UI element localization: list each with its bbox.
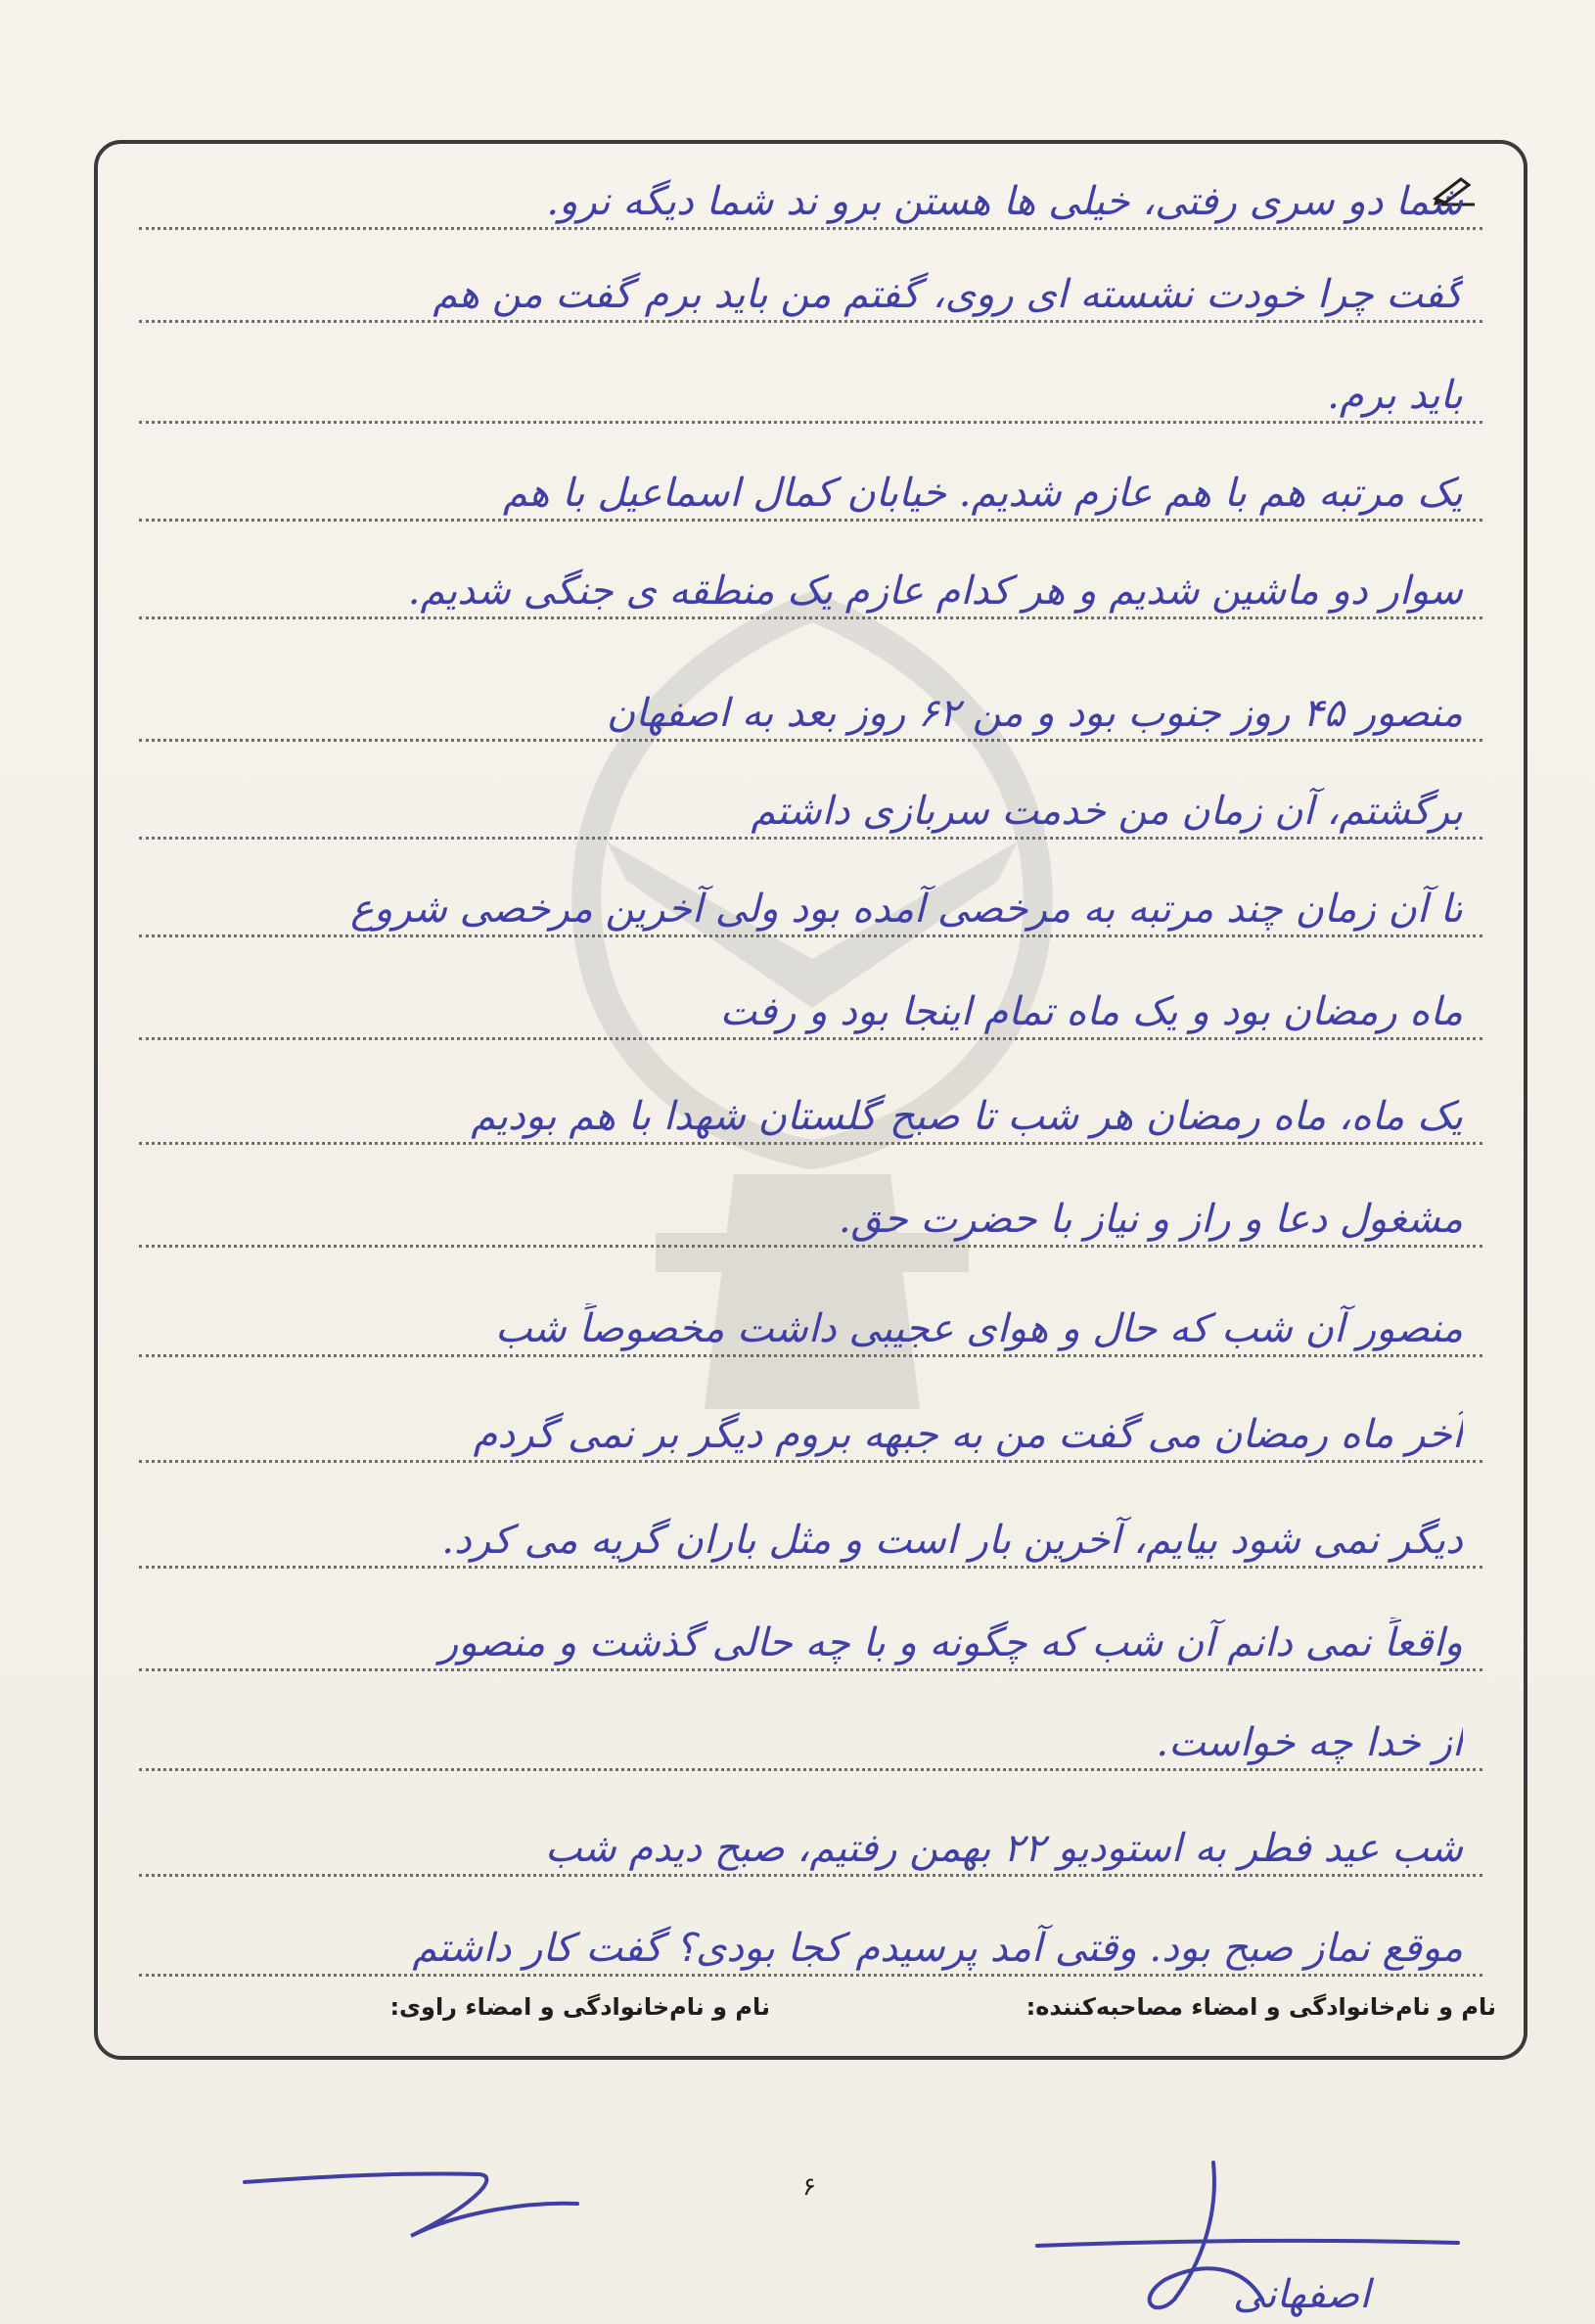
ruled-line — [139, 519, 1482, 522]
handwritten-line: واقعاً نمی دانم آن شب که چگونه و با چه حالی گذشت و منصور — [439, 1620, 1463, 1665]
ruled-line — [139, 1245, 1482, 1248]
handwritten-line: منصور آن شب که حال و هوای عجیبی داشت مخصوصاً شب — [495, 1306, 1463, 1351]
handwritten-line: یک مرتبه هم با هم عازم شدیم. خیابان کمال اسماعیل با هم — [502, 471, 1463, 516]
ruled-line — [139, 934, 1482, 937]
ruled-line — [139, 1974, 1482, 1977]
ruled-line — [139, 1768, 1482, 1771]
ruled-lines — [139, 144, 1482, 2056]
narrator-signature-name: اصفهانی — [1233, 2272, 1371, 2317]
handwritten-line: شما دو سری رفتی، خیلی ها هستن برو ند شما دیگه نرو. — [546, 179, 1463, 224]
ruled-line — [139, 837, 1482, 840]
ruled-line — [139, 739, 1482, 742]
handwritten-line: سوار دو ماشین شدیم و هر کدام عازم یک منطقه ی جنگی شدیم. — [407, 569, 1463, 614]
ruled-line — [139, 1668, 1482, 1671]
ruled-line — [139, 1354, 1482, 1357]
handwritten-line: موقع نماز صبح بود. وقتی آمد پرسیدم کجا بودی؟ گفت کار داشتم — [412, 1926, 1463, 1971]
ruled-line — [139, 1460, 1482, 1463]
handwritten-line: منصور ۴۵ روز جنوب بود و من ۶۲ روز بعد به اصفهان — [606, 691, 1463, 736]
ruled-line — [139, 1142, 1482, 1145]
handwritten-line: برگشتم، آن زمان من خدمت سربازی داشتم — [751, 789, 1463, 834]
handwritten-line: ماه رمضان بود و یک ماه تمام اینجا بود و رفت — [719, 989, 1463, 1034]
handwritten-line: آخر ماه رمضان می گفت من به جبهه بروم دیگر بر نمی گردم — [473, 1412, 1463, 1457]
handwritten-line: از خدا چه خواست. — [1156, 1720, 1463, 1765]
ruled-line — [139, 1566, 1482, 1569]
narrator-label: نام و نام‌خانوادگی و امضاء راوی: — [389, 1993, 770, 2021]
handwritten-line: دیگر نمی شود بیایم، آخرین بار است و مثل باران گریه می کرد. — [441, 1518, 1463, 1563]
handwritten-line: تا آن زمان چند مرتبه به مرخصی آمده بود ولی آخرین مرخصی شروع — [350, 887, 1463, 932]
ruled-line — [139, 227, 1482, 230]
handwritten-line: باید برم. — [1327, 373, 1463, 418]
page-number: ۶ — [802, 2172, 816, 2202]
writing-frame — [94, 140, 1527, 2060]
interviewer-label: نام و نام‌خانوادگی و امضاء مصاحبه‌کننده: — [1025, 1993, 1496, 2021]
ruled-line — [139, 1874, 1482, 1877]
ruled-line — [139, 421, 1482, 424]
handwritten-line: شب عید فطر به استودیو ۲۲ بهمن رفتیم، صبح دیدم شب — [544, 1826, 1463, 1871]
ruled-line — [139, 320, 1482, 323]
handwritten-line: گفت چرا خودت نشسته ای روی، گفتم من باید برم گفت من هم — [433, 272, 1463, 317]
handwritten-line: مشغول دعا و راز و نیاز با حضرت حق. — [838, 1197, 1463, 1242]
interviewer-signature-icon — [235, 2143, 587, 2260]
ruled-line — [139, 1037, 1482, 1040]
signature-footer — [98, 1980, 1524, 2038]
handwritten-line: یک ماه، ماه رمضان هر شب تا صبح گلستان شهدا با هم بودیم — [471, 1094, 1463, 1139]
ruled-line — [139, 616, 1482, 619]
